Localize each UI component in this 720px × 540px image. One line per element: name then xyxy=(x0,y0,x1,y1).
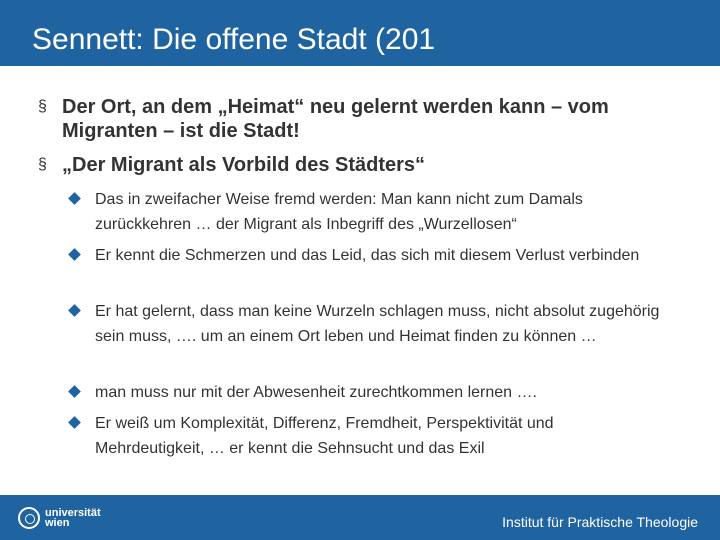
bullet-text: Der Ort, an dem „Heimat“ neu gelernt werden kann – vom Migranten – ist die Stadt! xyxy=(62,96,609,142)
section-marker-icon: § xyxy=(38,98,47,115)
diamond-bullet-icon xyxy=(68,416,81,429)
slide-title: Sennett: Die offene Stadt (201 xyxy=(32,23,436,56)
bullet-text: Er hat gelernt, dass man keine Wurzeln schlagen muss, nicht absolut zugehörig sein muss, …. um an einem Ort leben und Heimat finden zu können … xyxy=(95,303,660,345)
bullet-text: Das in zweifacher Weise fremd werden: Man kann nicht zum Damals zurückkehren … der Migrant als Inbegriff des „Wurzellosen“ xyxy=(95,191,583,233)
diamond-bullet-icon xyxy=(68,248,81,261)
logo-line2: wien xyxy=(45,517,70,529)
diamond-bullet-icon xyxy=(68,385,81,398)
institute-name: Institut für Praktische Theologie xyxy=(502,514,698,530)
logo-line1: universität xyxy=(45,507,101,519)
university-logo xyxy=(18,505,101,531)
bullet-text: Er kennt die Schmerzen und das Leid, das sich mit diesem Verlust verbinden xyxy=(95,247,640,264)
diamond-bullet-icon xyxy=(68,192,81,205)
section-marker-icon: § xyxy=(38,156,47,173)
logo-wordmark xyxy=(45,508,101,528)
bullet-text: Er weiß um Komplexität, Differenz, Fremdheit, Perspektivität und Mehrdeutigkeit, … er kennt die Sehnsucht und das Exil xyxy=(95,415,554,457)
bullet-text: man muss nur mit der Abwesenheit zurechtkommen lernen …. xyxy=(95,384,537,401)
bullet-text: „Der Migrant als Vorbild des Städters“ xyxy=(62,154,426,176)
slide-footer xyxy=(0,495,720,540)
diamond-bullet-icon xyxy=(68,304,81,317)
university-seal-icon xyxy=(18,507,40,529)
